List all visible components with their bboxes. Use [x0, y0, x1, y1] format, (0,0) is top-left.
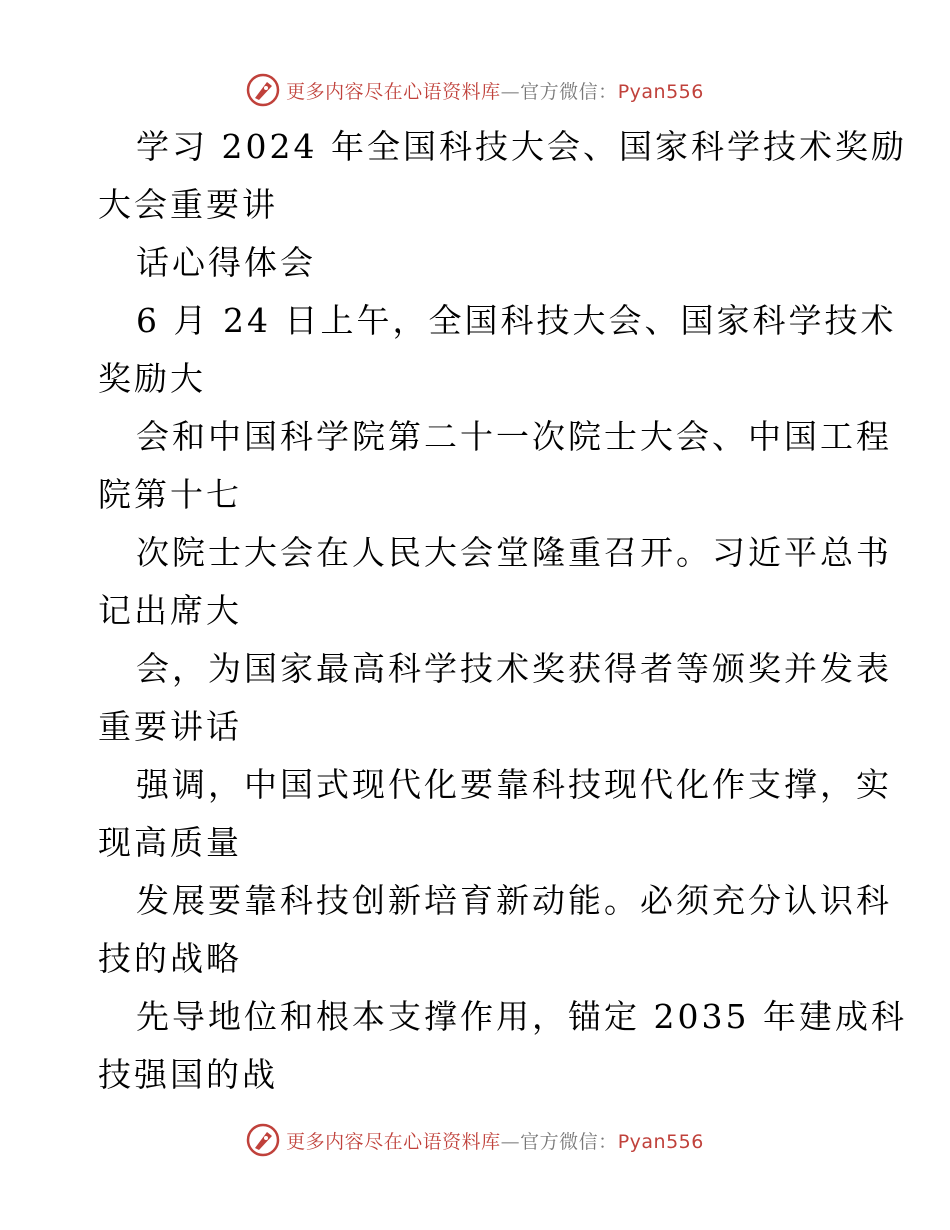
text-line: 话心得体会 [136, 243, 316, 282]
footer-banner-text [286, 1127, 704, 1154]
header-separator: — [500, 80, 521, 103]
text-line: 6 月 24 日上午，全国科技大会、国家科学技术 [136, 301, 897, 340]
text-line: 现高质量 [98, 823, 242, 862]
text-line: 发展要靠科技创新培育新动能。必须充分认识科 [136, 881, 892, 920]
text-line: 技的战略 [98, 939, 242, 978]
pen-nib-logo-icon [246, 73, 280, 107]
document-body [98, 118, 907, 1104]
text-line: 技强国的战 [98, 1055, 278, 1094]
text-line: 院第十七 [98, 475, 242, 514]
text-line: 会，为国家最高科学技术奖获得者等颁奖并发表 [136, 649, 892, 688]
text-line: 奖励大 [98, 359, 206, 398]
text-line: 记出席大 [98, 591, 242, 630]
footer-wechat-id: Pyan556 [617, 1130, 704, 1153]
text-line: 学习 2024 年全国科技大会、国家科学技术奖励 [136, 127, 907, 166]
header-wechat-id: Pyan556 [617, 80, 704, 103]
header-wechat-label: 官方微信： [520, 80, 618, 103]
header-banner-text [286, 77, 704, 104]
footer-wechat-label: 官方微信： [520, 1130, 618, 1153]
text-line: 强调，中国式现代化要靠科技现代化作支撑，实 [136, 765, 892, 804]
header-banner [0, 70, 950, 110]
footer-site-text: 更多内容尽在心语资料库 [286, 1130, 501, 1153]
header-site-text: 更多内容尽在心语资料库 [286, 80, 501, 103]
text-line: 次院士大会在人民大会堂隆重召开。习近平总书 [136, 533, 892, 572]
text-line: 先导地位和根本支撑作用，锚定 2035 年建成科 [136, 997, 907, 1036]
footer-banner [0, 1120, 950, 1160]
pen-nib-logo-icon [246, 1123, 280, 1157]
text-line: 会和中国科学院第二十一次院士大会、中国工程 [136, 417, 892, 456]
footer-separator: — [500, 1130, 521, 1153]
text-line: 大会重要讲 [98, 185, 278, 224]
text-line: 重要讲话 [98, 707, 242, 746]
